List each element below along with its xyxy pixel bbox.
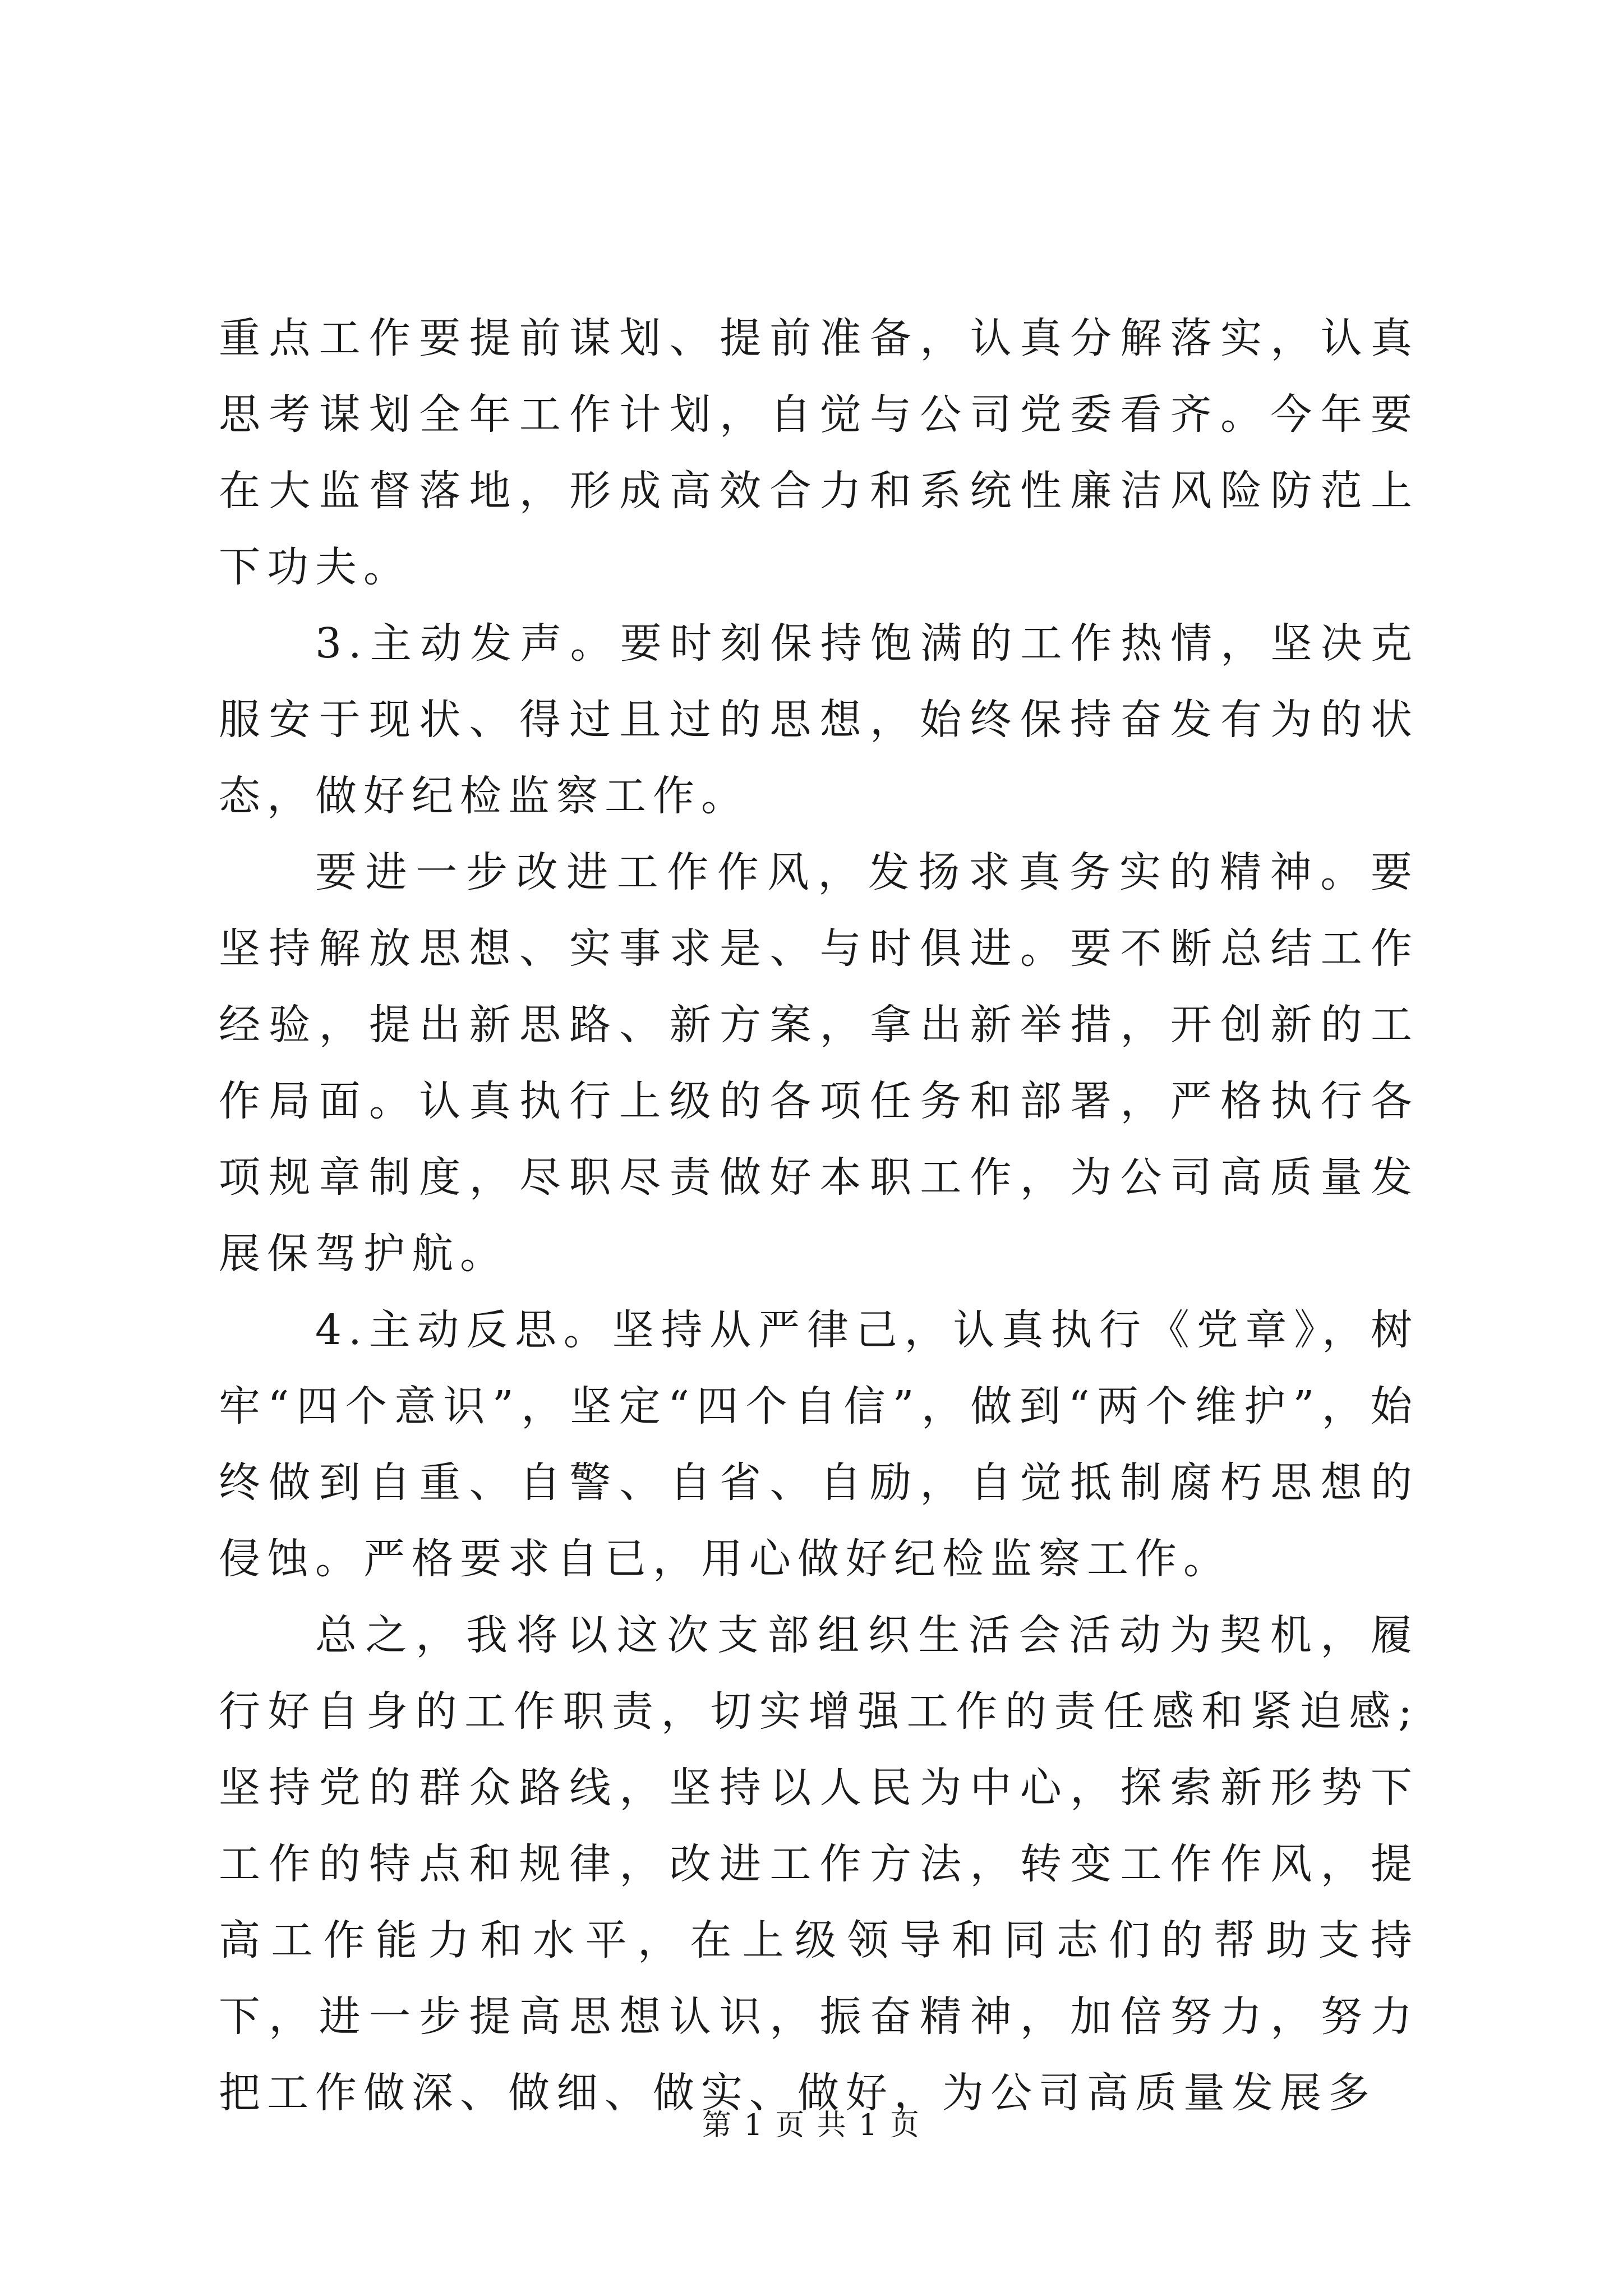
- paragraph-2: 3.主动发声。要时刻保持饱满的工作热情，坚决克服安于现状、得过且过的思想，始终保持奋发有为的状态，做好纪检监察工作。: [219, 619, 1419, 820]
- page-footer: 第 1 页 共 1 页: [702, 2109, 921, 2142]
- paragraph-3: 要进一步改进工作作风，发扬求真务实的精神。要坚持解放思想、实事求是、与时俱进。要不断总结工作经验，提出新思路、新方案，拿出新举措，开创新的工作局面。认真执行上级的各项任务和部署，严格执行各项规章制度，尽职尽责做好本职工作，为公司高质量发展保驾护航。: [219, 848, 1419, 1278]
- paragraph-5: 总之，我将以这次支部组织生活会活动为契机，履行好自身的工作职责，切实增强工作的责任感和紧迫感;坚持党的群众路线，坚持以人民为中心，探索新形势下工作的特点和规律，改进工作方法，转变工作作风，提高工作能力和水平，在上级领导和同志们的帮助支持下，进一步提高思想认识，振奋精神，加倍努力，努力把工作做深、做细、做实、做好，为公司高质量发展多: [219, 1611, 1419, 2117]
- paragraph-4: 4.主动反思。坚持从严律己，认真执行《党章》，树牢“四个意识”，坚定“四个自信”，做到“两个维护”，始终做到自重、自警、自省、自励，自觉抵制腐朽思想的侵蚀。严格要求自已，用心做好纪检监察工作。: [219, 1306, 1419, 1583]
- paragraph-1: 重点工作要提前谋划、提前准备，认真分解落实，认真思考谋划全年工作计划，自觉与公司党委看齐。今年要在大监督落地，形成高效合力和系统性廉洁风险防范上下功夫。: [219, 314, 1419, 591]
- document-body: [219, 300, 1419, 2131]
